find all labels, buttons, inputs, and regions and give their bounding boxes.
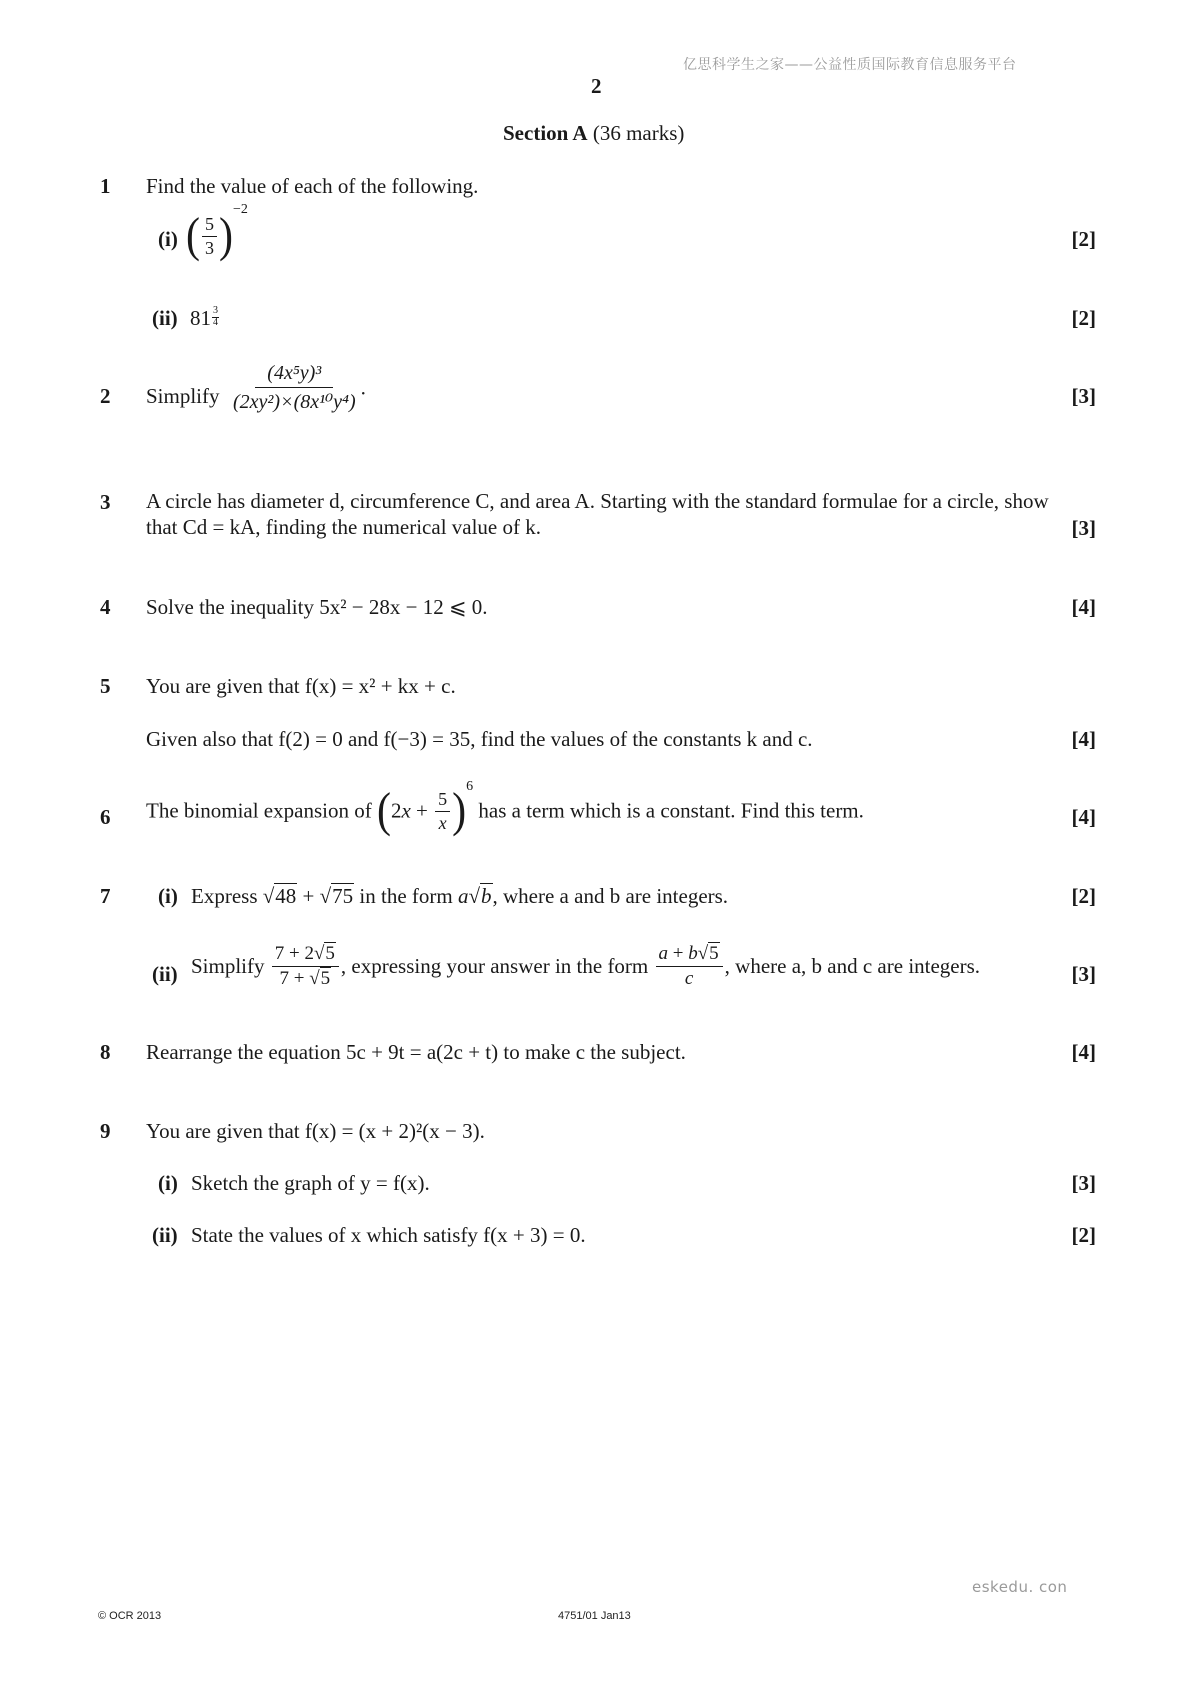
page-number: 2 [591,74,602,98]
question-number: 1 [100,174,111,198]
question-number: 8 [100,1040,111,1064]
question-text: Find the value of each of the following. [146,174,479,198]
part-label: (i) [158,884,178,908]
question-text: Solve the inequality 5x² − 28x − 12 ⩽ 0. [146,595,488,619]
fraction-denominator: (2xy²)×(8x¹⁰y⁴) [233,391,356,413]
question-number: 7 [100,884,111,908]
q1-ii-expression [190,306,219,331]
question-text-post: , where a, b and c are integers. [724,953,981,978]
question-text: You are given that f(x) = (x + 2)²(x − 3). [146,1119,485,1143]
footer-code: 4751/01 Jan13 [558,1610,631,1622]
question-text-line1: A circle has diameter d, circumference C, and area A. Starting with the standard formulae for a circle, show [146,489,1049,513]
part-label: (i) [158,1171,178,1195]
marks-badge: [4] [1071,727,1096,751]
question-text: Sketch the graph of y = f(x). [191,1171,430,1195]
marks-badge: [3] [1071,384,1096,408]
marks-badge: [2] [1071,1223,1096,1247]
question-number: 2 [100,384,111,408]
question-text-line2: that Cd = kA, finding the numerical value of k. [146,515,542,539]
marks-badge: [4] [1071,805,1096,829]
q7-i-text: Express √48 + √75 in the form a√b, where a and b are integers. [191,884,729,908]
exponent-numerator: 3 [213,305,218,316]
marks-badge: [4] [1071,595,1096,619]
question-number: 9 [100,1119,111,1143]
footer-copyright: © OCR 2013 [98,1610,162,1622]
marks-badge: [3] [1071,1171,1096,1195]
question-number: 5 [100,674,111,698]
question-text-line2: Given also that f(2) = 0 and f(−3) = 35, find the values of the constants k and c. [146,727,813,751]
question-text-line1: You are given that f(x) = x² + kx + c. [146,674,456,698]
question-number: 6 [100,805,111,829]
exponent: −2 [233,202,248,217]
question-text: Rearrange the equation 5c + 9t = a(2c + t) to make c the subject. [146,1040,686,1064]
question-text: State the values of x which satisfy f(x + 3) = 0. [191,1223,586,1247]
fraction-numerator: (4x⁵y)³ [255,362,333,388]
q1-i-expression: ( $\frac{5}{3}$ )$^{-2}$ [186,202,248,263]
base-number: 81 [190,306,211,330]
question-text-post: has a term which is a constant. Find this term. [478,798,864,823]
question-text-post: , where a and b are integers. [492,884,729,908]
header-watermark: 亿思科学生之家——公益性质国际教育信息服务平台 [683,57,1017,73]
part-label: (ii) [152,1223,178,1247]
part-label: (i) [158,227,178,251]
section-marks: (36 marks) [592,121,685,145]
question-text: in the form [359,884,453,908]
section-heading [503,121,684,146]
exponent-denominator: 4 [213,316,218,328]
fraction-numerator: 5 [202,214,217,237]
q2-fraction: $\frac{\text{(4x⁵y)³}}{\text{(2xy²)×(8x¹⁰y⁴)}}$ . [228,362,366,414]
q6-text: The binomial expansion of (2x + $\frac{5}{x}$ )$^6$ has a term which is a constant. Find this term. [146,779,864,838]
marks-badge: [2] [1071,227,1096,251]
marks-badge: [2] [1071,306,1096,330]
footer-site: eskedu. con [972,1578,1068,1596]
marks-badge: [4] [1071,1040,1096,1064]
question-number: 3 [100,490,111,514]
section-title: Section A [503,121,588,145]
question-number: 4 [100,595,111,619]
marks-badge: [3] [1071,516,1096,540]
q7-ii-text: Simplify $\frac{7 + 2√5}{7 + √5}$ , expressing your answer in the form $\frac{a + b√5}{c}$ , where a, b and c are integers. [191,943,981,989]
part-label: (ii) [152,306,178,330]
marks-badge: [2] [1071,884,1096,908]
question-text-pre: The binomial expansion of [146,798,372,823]
question-text: Simplify [146,384,220,408]
fraction-denominator: 3 [205,237,214,258]
marks-badge: [3] [1071,962,1096,986]
question-text-pre: Simplify [191,953,265,978]
part-label: (ii) [152,962,178,986]
question-text-mid: , expressing your answer in the form [340,953,649,978]
